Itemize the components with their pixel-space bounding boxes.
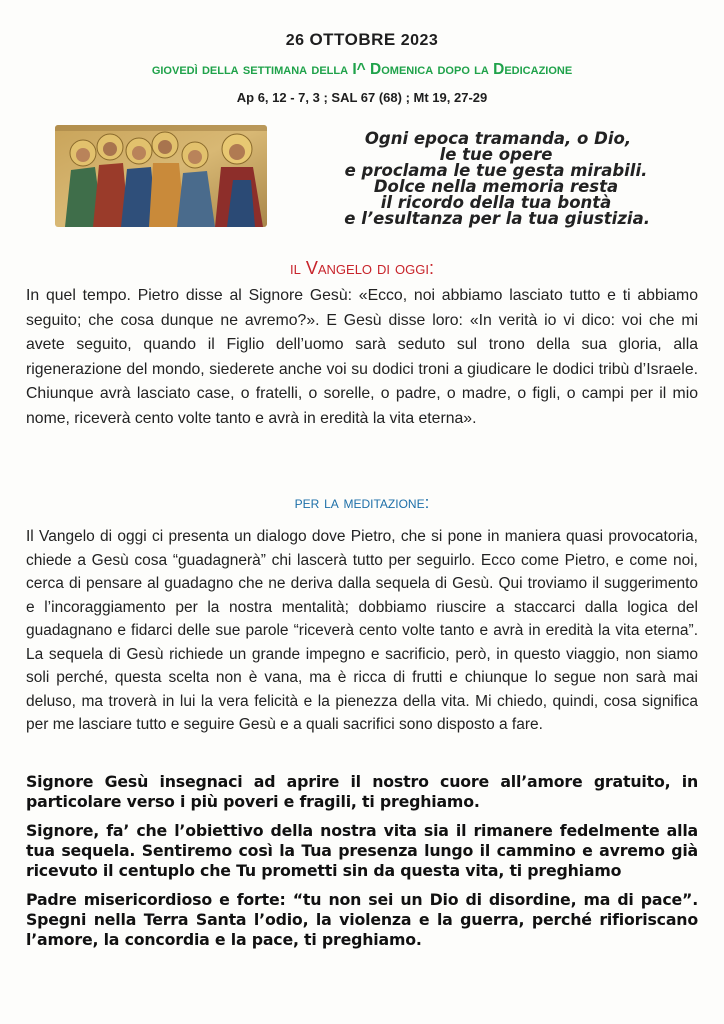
psalm-line: e proclama le tue gesta mirabili. bbox=[344, 161, 648, 180]
apostles-icon bbox=[55, 125, 267, 227]
psalm-line: Dolce nella memoria resta bbox=[373, 177, 619, 196]
date-day: 26 bbox=[285, 32, 305, 49]
liturgical-day: giovedì della settimana della I^ Domenica dopo la Dedicazione bbox=[151, 61, 573, 78]
readings-reference: Ap 6, 12 - 7, 3 ; SAL 67 (68) ; Mt 19, 27-29 bbox=[236, 90, 488, 105]
prayer-item: Signore Gesù insegnaci ad aprire il nostro cuore all’amore gratuito, in particolare verso i più poveri e fragili, ti preghiamo. bbox=[26, 772, 698, 811]
page-date bbox=[0, 30, 724, 50]
psalm-line: le tue opere bbox=[439, 145, 553, 164]
psalm-line: e l’esultanza per la tua giustizia. bbox=[344, 209, 650, 228]
gospel-heading: il Vangelo di oggi: bbox=[290, 258, 434, 278]
icon-painting-image bbox=[55, 125, 267, 227]
prayer-item: Padre misericordioso e forte: “tu non sei un Dio di disordine, ma di pace”. Spegni nella Terra Santa l’odio, la violenza e la guerra, perché rifioriscano l’amore, la concordia e la pace, ti preghiamo. bbox=[26, 890, 698, 949]
psalm-line: Ogni epoca tramanda, o Dio, bbox=[364, 129, 632, 148]
prayers-section bbox=[26, 772, 698, 959]
date-month: OTTOBRE bbox=[309, 30, 396, 49]
meditation-text: Il Vangelo di oggi ci presenta un dialogo dove Pietro, che si pone in maniera quasi provocatoria, chiede a Gesù cosa “guadagnerà” chi lascerà tutto per seguirlo. Ecco come Pietro, e come noi, cerca di pensare al guadagno che ne deriva dalla sequela di Gesù. Qui troviamo il suggerimento e l’incoraggiamento per la nostra mentalità; dobbiamo riuscire a staccarci dalla logica del guadagnano e fidarci delle sue parole “riceverà cento volte tanto e avrà in eredità la vita eterna”. La sequela di Gesù richiede un grande impegno e sacrificio, però, in questo viaggio, non siamo soli perché, questa scelta non è vana, ma è ricca di frutti e chiunque lo segue non sarà mai deluso, ma troverà in lui la vera felicità e la pienezza della vita. Mi chiedo, quindi, cosa significa per me lasciare tutto e seguire Gesù e a quali sacrifici sono disposto a fare. bbox=[26, 528, 698, 733]
meditation-heading: per la meditazione: bbox=[294, 493, 430, 512]
prayer-item: Signore, fa’ che l’obiettivo della nostra vita sia il rimanere fedelmente alla tua sequela. Sentiremo così la Tua presenza lungo il cammino e avremo già ricevuto il centuplo che Tu prometti sin da questa vita, ti preghiamo bbox=[26, 821, 698, 880]
gospel-text: In quel tempo. Pietro disse al Signore Gesù: «Ecco, noi abbiamo lasciato tutto e ti abbiamo seguito; che cosa dunque ne avremo?». E Gesù disse loro: «In verità io vi dico: voi che mi avete seguito, quando il Figlio dell’uomo sarà seduto sul trono della sua gloria, alla rigenerazione del mondo, siederete anche voi su dodici troni a giudicare le dodici tribù d’Israele. Chiunque avrà lasciato case, o fratelli, o sorelle, o padre, o madre, o figli, o campi per il mio nome, riceverà cento volte tanto e avrà in eredità la vita eterna». bbox=[26, 287, 698, 427]
psalm-line: il ricordo della tua bontà bbox=[380, 193, 612, 212]
date-year: 2023 bbox=[400, 32, 439, 49]
psalm-verse bbox=[296, 131, 696, 227]
